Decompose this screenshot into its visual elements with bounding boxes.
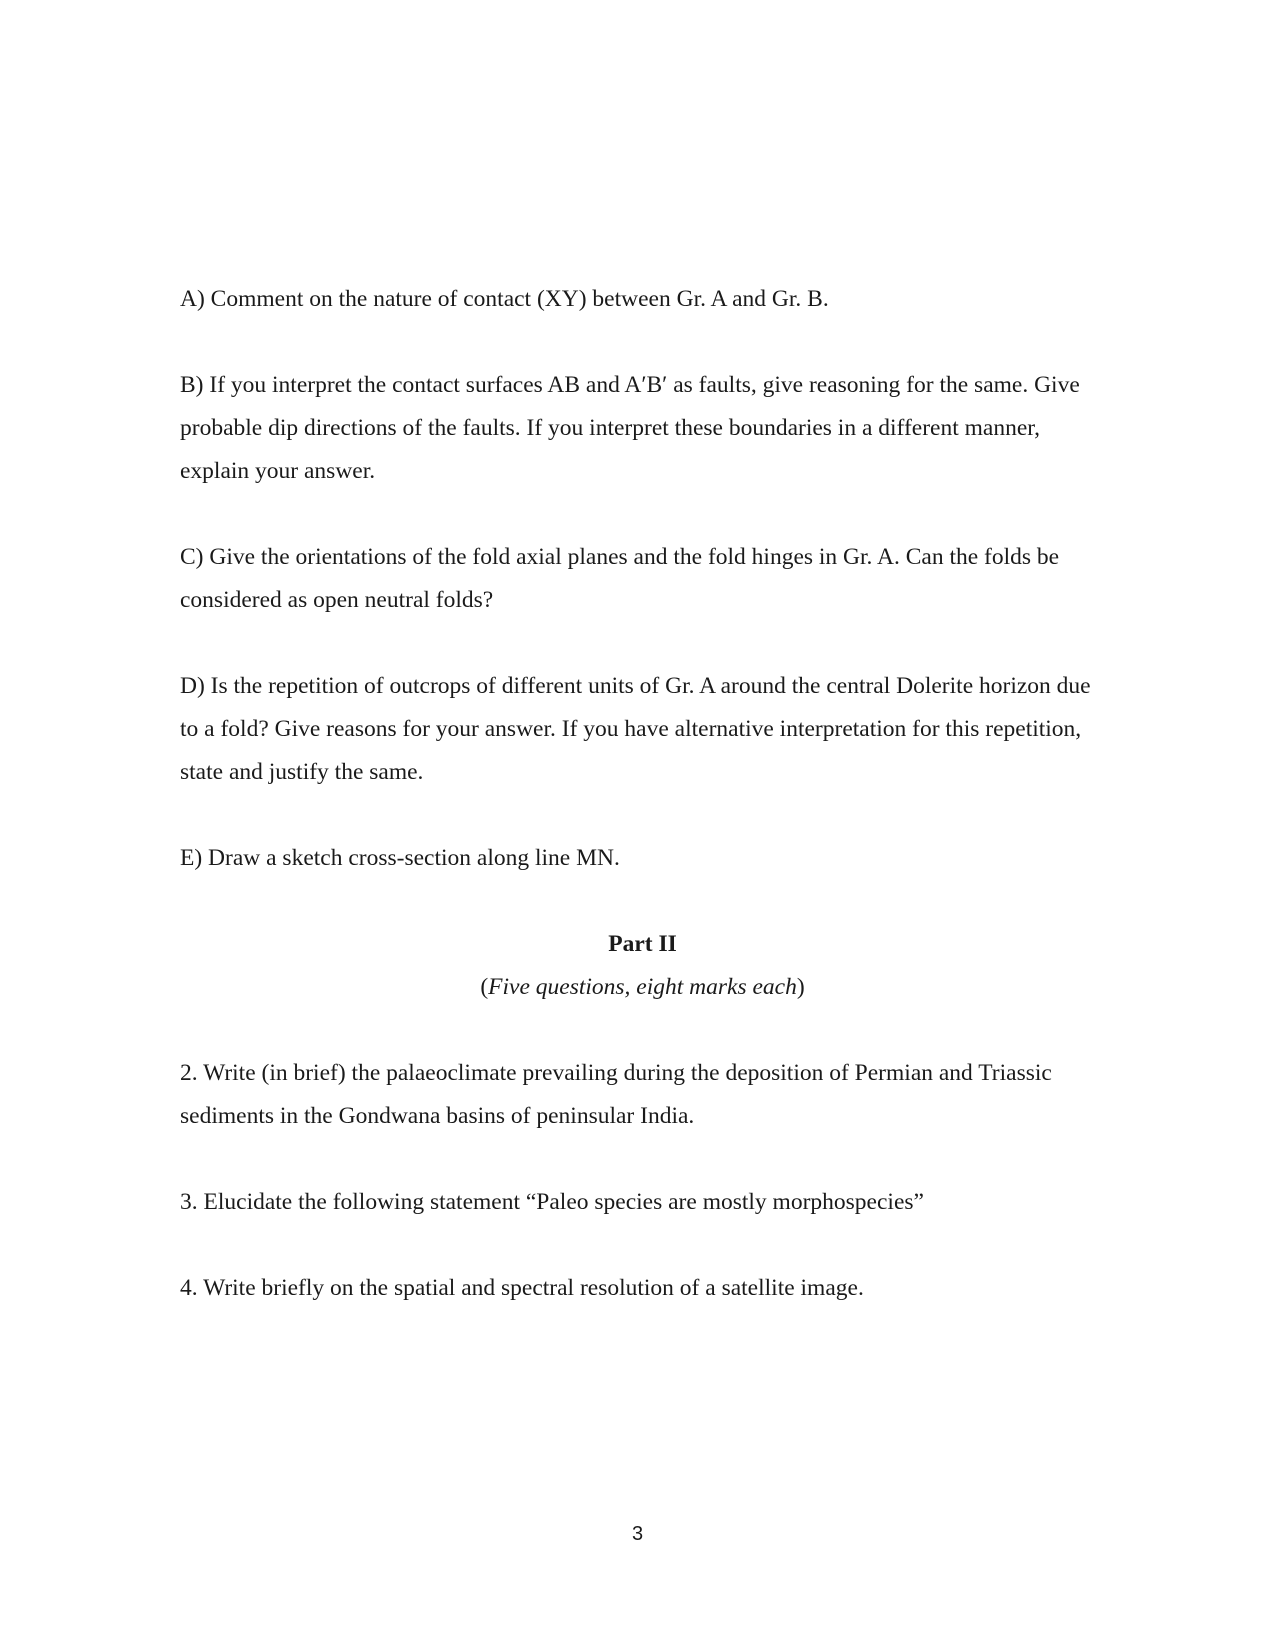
question-3: 3. Elucidate the following statement “Paleo species are mostly morphospecies” xyxy=(180,1189,924,1215)
page-content xyxy=(180,278,1105,1353)
question-d: D) Is the repetition of outcrops of different units of Gr. A around the central Dolerite horizon due to a fold? Give reasons for your answer. If you have alternative interpretation for this repetition, state and justify the same. xyxy=(180,673,1091,785)
question-4: 4. Write briefly on the spatial and spectral resolution of a satellite image. xyxy=(180,1275,864,1301)
question-b: B) If you interpret the contact surfaces AB and A′B′ as faults, give reasoning for the same. Give probable dip directions of the faults. If you interpret these boundaries in a different manner, explain your answer. xyxy=(180,372,1080,484)
part-subheading xyxy=(180,966,1105,1009)
page-number: 3 xyxy=(631,1523,644,1545)
subheading-paren-open: ( xyxy=(480,974,489,1000)
subheading-paren-close: ) xyxy=(796,974,805,1000)
question-a: A) Comment on the nature of contact (XY) between Gr. A and Gr. B. xyxy=(180,286,829,312)
part-heading: Part II xyxy=(608,931,677,957)
question-2: 2. Write (in brief) the palaeoclimate prevailing during the deposition of Permian and Triassic sediments in the Gondwana basins of peninsular India. xyxy=(180,1060,1052,1129)
question-c: C) Give the orientations of the fold axial planes and the fold hinges in Gr. A. Can the folds be considered as open neutral folds? xyxy=(180,544,1060,613)
question-e: E) Draw a sketch cross-section along line MN. xyxy=(180,845,620,871)
subheading-text: Five questions, eight marks each xyxy=(488,974,797,1000)
